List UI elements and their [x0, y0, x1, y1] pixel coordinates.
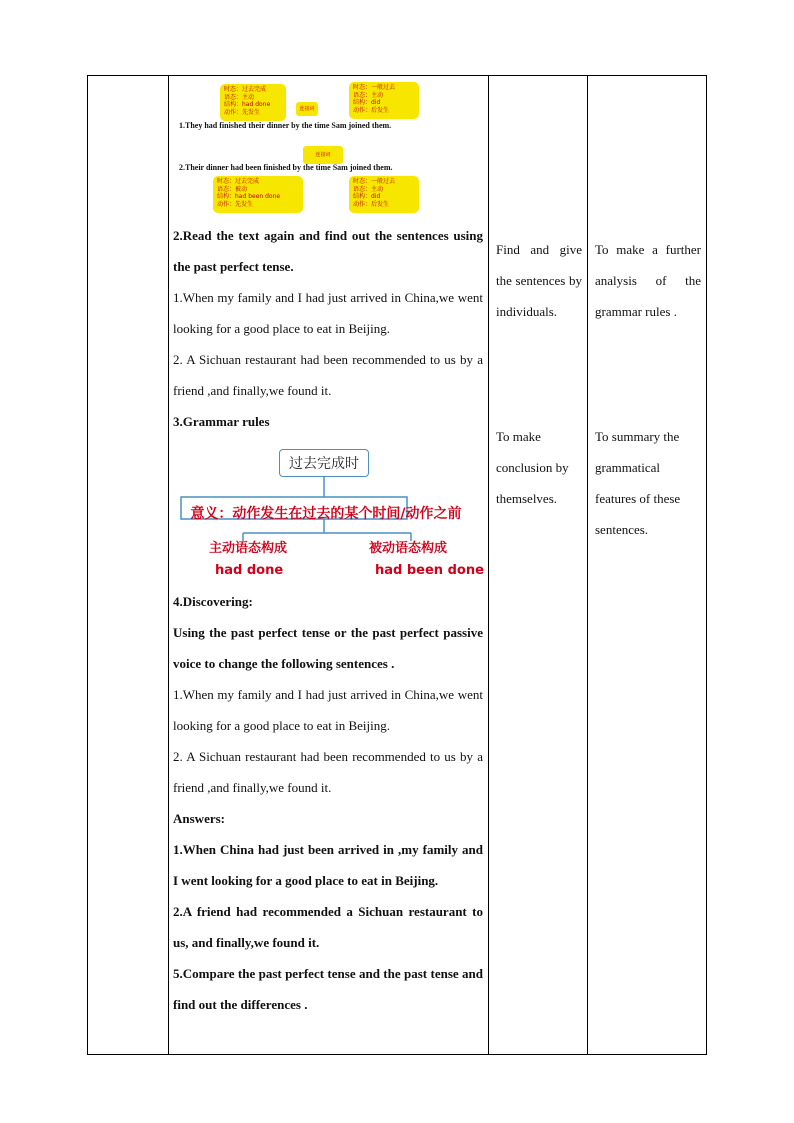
column-divider [587, 76, 588, 1054]
note-line: 结构：did [353, 193, 381, 200]
note-line: 语态：主动 [353, 91, 384, 99]
section-4-sentence-1: 1.When my family and I had just arrived in China,we went looking for a good place to eat in Beijing. [173, 687, 483, 733]
grammar-rules-diagram [173, 441, 484, 586]
note-line: 时态：过去完成 [217, 178, 260, 185]
grammar-meaning: 意义：动作发生在过去的某个时间/动作之前 [190, 506, 462, 522]
note-line: 时态：一般过去 [353, 84, 396, 91]
section-3-heading: 3.Grammar rules [173, 414, 270, 429]
note-line: 动作：先发生 [217, 200, 254, 208]
sentence-analysis-diagram [173, 76, 423, 216]
student-activity-1: Find and give the sentences by individuals. [496, 242, 582, 319]
design-intention-2: To summary the grammatical features of these sentences. [595, 429, 681, 537]
section-5-heading: 5.Compare the past perfect tense and the past tense and find out the differences . [173, 966, 483, 1012]
student-activity-2: To make conclusion by themselves. [496, 429, 569, 506]
active-voice-label: 主动语态构成 [209, 541, 288, 556]
lesson-table [87, 75, 707, 1055]
section-2-sentence-1: 1.When my family and I had just arrived in China,we went looking for a good place to eat in Beijing. [173, 290, 483, 336]
section-2-heading: 2.Read the text again and find out the sentences using the past perfect tense. [173, 228, 483, 274]
teaching-content-column [173, 76, 483, 1020]
section-4-heading: 4.Discovering: [173, 594, 253, 609]
design-intention-1: To make a further analysis of the grammar rules . [595, 242, 701, 319]
column-divider [168, 76, 169, 1054]
example-sentence-2: 2.Their dinner had been finished by the time Sam joined them. [179, 163, 393, 172]
column-divider [488, 76, 489, 1054]
note-simple-past-active [349, 82, 419, 119]
section-4-instruction: Using the past perfect tense or the past perfect passive voice to change the following sentences . [173, 625, 483, 671]
passive-voice-form: had been done [375, 563, 484, 578]
note-line: 语态：主动 [353, 185, 384, 193]
note-line: 语态：被动 [217, 185, 248, 193]
grammar-title: 过去完成时 [279, 449, 369, 477]
connector-tag: 连接词 [303, 146, 343, 164]
note-line: 动作：后发生 [353, 200, 390, 208]
note-line: 语态：主动 [224, 93, 255, 101]
note-line: 结构：had done [224, 101, 271, 108]
answers-label: Answers: [173, 811, 225, 826]
note-line: 结构：did [353, 99, 381, 106]
note-line: 结构：had been done [217, 193, 281, 200]
active-voice-form: had done [215, 563, 284, 578]
answer-1: 1.When China had just been arrived in ,my family and I went looking for a good place to eat in Beijing. [173, 842, 483, 888]
example-sentence-1: 1.They had finished their dinner by the time Sam joined them. [179, 121, 392, 130]
section-2-sentence-2: 2. A Sichuan restaurant had been recommended to us by a friend ,and finally,we found it. [173, 352, 483, 398]
connector-tag: 连接词 [296, 102, 318, 116]
note-line: 动作：先发生 [224, 108, 261, 116]
note-past-perfect-passive [213, 176, 303, 213]
section-4-sentence-2: 2. A Sichuan restaurant had been recommended to us by a friend ,and finally,we found it. [173, 749, 483, 795]
note-past-perfect-active [220, 84, 286, 121]
note-line: 时态：过去完成 [224, 86, 267, 93]
note-simple-past-active-2 [349, 176, 419, 213]
note-line: 时态：一般过去 [353, 178, 396, 185]
note-line: 动作：后发生 [353, 106, 390, 114]
passive-voice-label: 被动语态构成 [369, 541, 448, 556]
answer-2: 2.A friend had recommended a Sichuan restaurant to us, and finally,we found it. [173, 904, 483, 950]
